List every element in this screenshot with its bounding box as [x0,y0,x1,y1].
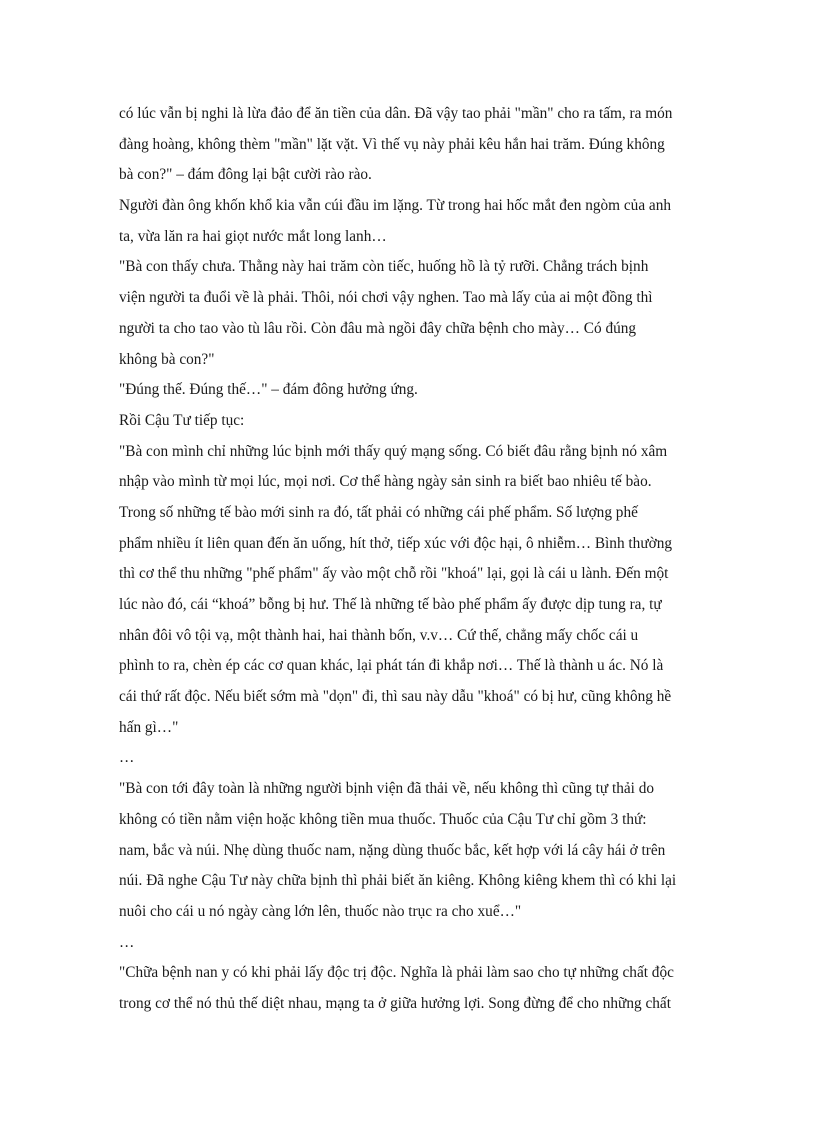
text-line: "Chữa bệnh nan y có khi phải lấy độc trị độc. Nghĩa là phải làm sao cho tự những chất độc [119,964,674,982]
text-line: hấn gì…" [119,718,179,736]
text-line: núi. Đã nghe Cậu Tư này chữa bịnh thì phải biết ăn kiêng. Không kiêng khem thì có khi lại [119,872,677,890]
document-body [119,99,701,1020]
text-line: nhân đôi vô tội vạ, một thành hai, hai thành bốn, v.v… Cứ thế, chẳng mấy chốc cái u [119,626,639,644]
text-line: thì cơ thể thu những "phế phẩm" ấy vào một chỗ rồi "khoá" lại, gọi là cái u lành. Đến một [119,565,669,583]
text-line: lúc nào đó, cái “khoá” bỗng bị hư. Thế là những tế bào phế phẩm ấy được dịp tung ra, tự [119,596,662,613]
text-line: có lúc vẫn bị nghi là lừa đảo để ăn tiền của dân. Đã vậy tao phải "mần" cho ra tấm, ra món [119,105,673,122]
text-line: không có tiền nằm viện hoặc không tiền mua thuốc. Thuốc của Cậu Tư chỉ gồm 3 thứ: [119,810,647,828]
text-line: "Bà con tới đây toàn là những người bịnh viện đã thải về, nếu không thì cũng tự thải do [119,780,655,798]
text-line: nam, bắc và núi. Nhẹ dùng thuốc nam, nặng dùng thuốc bắc, kết hợp với lá cây hái ở trên [119,841,666,859]
text-line: nhập vào mình từ mọi lúc, mọi nơi. Cơ thể hàng ngày sản sinh ra biết bao nhiêu tế bào. [119,473,652,491]
text-line: nuôi cho cái u nó ngày càng lớn lên, thuốc nào trục ra cho xuể…" [119,902,522,920]
text-line: Trong số những tế bào mới sinh ra đó, tất phải có những cái phế phẩm. Số lượng phế [119,503,638,521]
text-line: … [119,933,135,951]
text-line: ta, vừa lăn ra hai giọt nước mắt long lanh… [119,227,387,245]
text-line: không bà con?" [119,350,215,368]
text-line: trong cơ thể nó thủ thế diệt nhau, mạng ta ở giữa hưởng lợi. Song đừng để cho những chất [119,994,671,1012]
text-line: người ta cho tao vào tù lâu rồi. Còn đâu mà ngồi đây chữa bệnh cho mày… Có đúng [119,319,637,337]
text-line: viện người ta đuổi về là phải. Thôi, nói chơi vậy nghen. Tao mà lấy của ai một đồng thì [119,289,653,307]
text-line: "Đúng thế. Đúng thế…" – đám đông hưởng ứng. [119,381,418,399]
text-line: Rồi Cậu Tư tiếp tục: [119,411,245,429]
text-line: "Bà con thấy chưa. Thằng này hai trăm còn tiếc, huống hồ là tỷ rưỡi. Chẳng trách bịnh [119,258,649,276]
text-line: … [119,749,135,767]
text-line: phình to ra, chèn ép các cơ quan khác, lại phát tán đi khắp nơi… Thế là thành u ác. Nó là [119,657,664,675]
text-line: đàng hoàng, không thèm "mần" lặt vặt. Vì thế vụ này phải kêu hắn hai trăm. Đúng không [119,135,665,153]
text-line: bà con?" – đám đông lại bật cười rào rào. [119,166,372,184]
text-line: "Bà con mình chỉ những lúc bịnh mới thấy quý mạng sống. Có biết đâu rằng bịnh nó xâm [119,442,668,460]
text-line: phẩm nhiều ít liên quan đến ăn uống, hít thở, tiếp xúc với độc hại, ô nhiễm… Bình thường [119,534,672,552]
text-line: cái thứ rất độc. Nếu biết sớm mà "dọn" đi, thì sau này dẫu "khoá" có bị hư, cũng không hề [119,688,672,706]
text-line: Người đàn ông khốn khổ kia vẫn cúi đầu im lặng. Từ trong hai hốc mắt đen ngòm của anh [119,197,672,215]
